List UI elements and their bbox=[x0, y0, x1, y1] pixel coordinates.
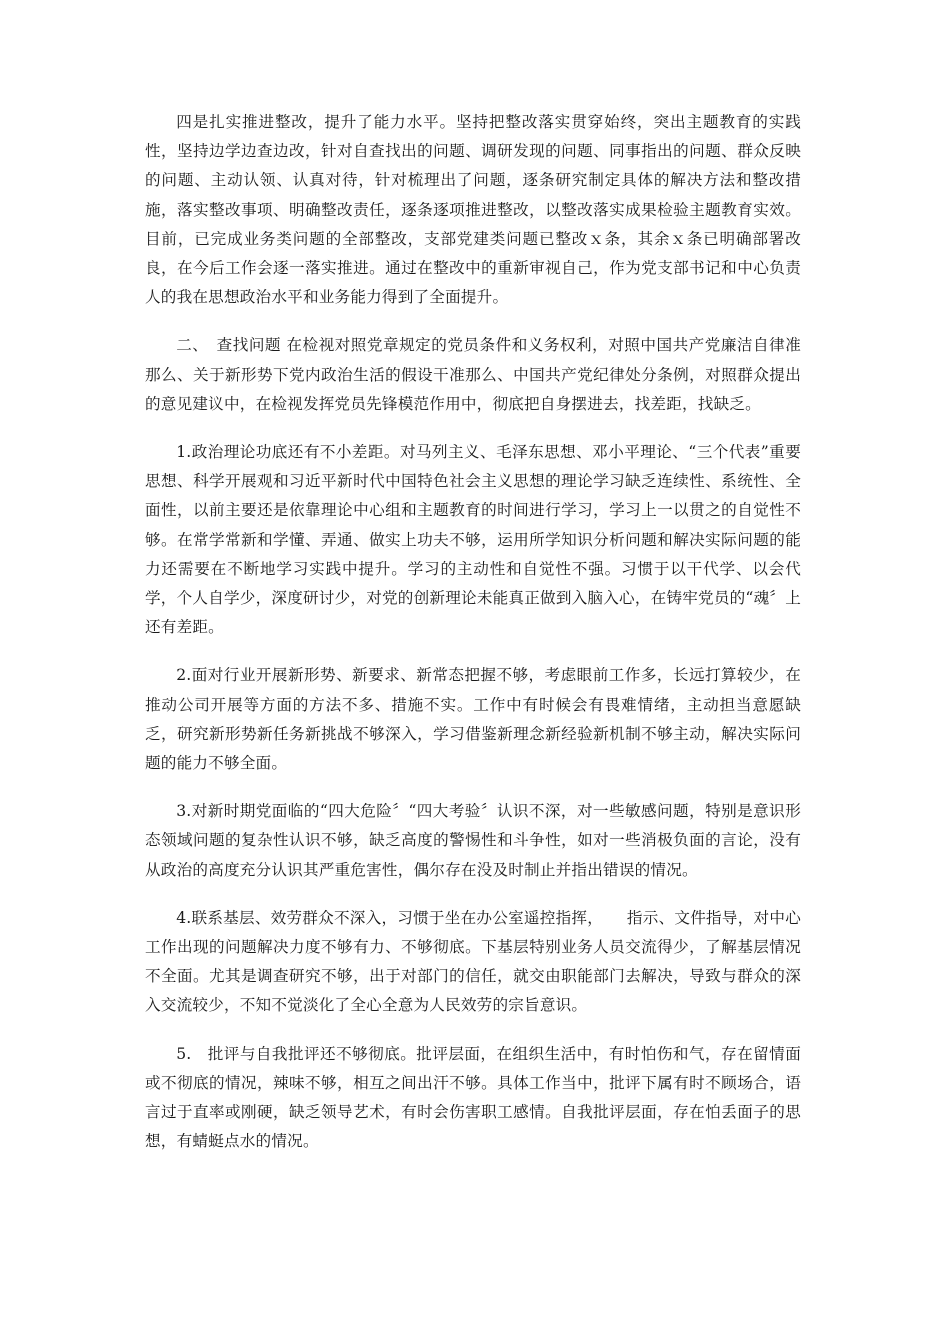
paragraph-item-1: 1.政治理论功底还有不小差距。对马列主义、毛泽东思想、邓小平理论、“三个代表”重要思想、科学开展观和习近平新时代中国特色社会主义思想的理论学习缺乏连续性、系统性、全面性，以前主要还是依靠理论中心组和主题教育的时间进行学习，学习上一以贯之的自觉性不够。在常学常新和学懂、弄通、做实上功夫不够，运用所学知识分析问题和解决实际问题的能力还需要在不断地学习实践中提升。学习的主动性和自觉性不强。习惯于以干代学、以会代学，个人自学少，深度研讨少，对党的创新理论未能真正做到入脑入心，在铸牢党员的“魂〞上还有差距。 bbox=[145, 443, 801, 637]
paragraph-rectification: 四是扎实推进整改，提升了能力水平。坚持把整改落实贯穿始终，突出主题教育的实践性，坚持边学边查边改，针对自查找出的问题、调研发现的问题、同事指出的问题、群众反映的问题、主动认领、认真对待，针对梳理出了问题，逐条研究制定具体的解决方法和整改措施，落实整改事项、明确整改责任，逐条逐项推进整改，以整改落实成果检验主题教育实效。目前，已完成业务类问题的全部整改，支部党建类问题已整改ｘ条，其余ｘ条已明确部署改良，在今后工作会逐一落实推进。通过在整改中的重新审视自己，作为党支部书记和中心负责人的我在思想政治水平和业务能力得到了全面提升。 bbox=[145, 113, 801, 307]
document-page bbox=[145, 108, 801, 1176]
paragraph-finding-problems: 二、 查找问题 在检视对照党章规定的党员条件和义务权利，对照中国共产党廉洁自律准那么、关于新形势下党内政治生活的假设干准那么、中国共产党纪律处分条例，对照群众提出的意见建议中，在检视发挥党员先锋模范作用中，彻底把自身摆进去，找差距，找缺乏。 bbox=[145, 336, 801, 413]
paragraph-item-4: 4.联系基层、效劳群众不深入，习惯于坐在办公室遥控指挥， 指示、文件指导，对中心工作出现的问题解决力度不够有力、不够彻底。下基层特别业务人员交流得少，了解基层情况不全面。尤其是调查研究不够，出于对部门的信任，就交由职能部门去解决，导致与群众的深入交流较少，不知不觉淡化了全心全意为人民效劳的宗旨意识。 bbox=[145, 908, 801, 1015]
paragraph-item-2: 2.面对行业开展新形势、新要求、新常态把握不够，考虑眼前工作多，长远打算较少，在推动公司开展等方面的方法不多、措施不实。工作中有时候会有畏难情绪，主动担当意愿缺乏，研究新形势新任务新挑战不够深入，学习借鉴新理念新经验新机制不够主动，解决实际问题的能力不够全面。 bbox=[145, 666, 801, 773]
paragraph-item-5: 5. 批评与自我批评还不够彻底。批评层面，在组织生活中，有时怕伤和气，存在留情面或不彻底的情况，辣味不够，相互之间出汗不够。具体工作当中，批评下属有时不顾场合，语言过于直率或刚硬，缺乏领导艺术，有时会伤害职工感情。自我批评层面，存在怕丢面子的思想，有蜻蜓点水的情况。 bbox=[145, 1044, 801, 1151]
paragraph-item-3: 3.对新时期党面临的“四大危险〞“四大考验〞认识不深，对一些敏感问题，特别是意识形态领域问题的复杂性认识不够，缺乏高度的警惕性和斗争性，如对一些消极负面的言论，没有从政治的高度充分认识其严重危害性，偶尔存在没及时制止并指出错误的情况。 bbox=[145, 802, 801, 879]
